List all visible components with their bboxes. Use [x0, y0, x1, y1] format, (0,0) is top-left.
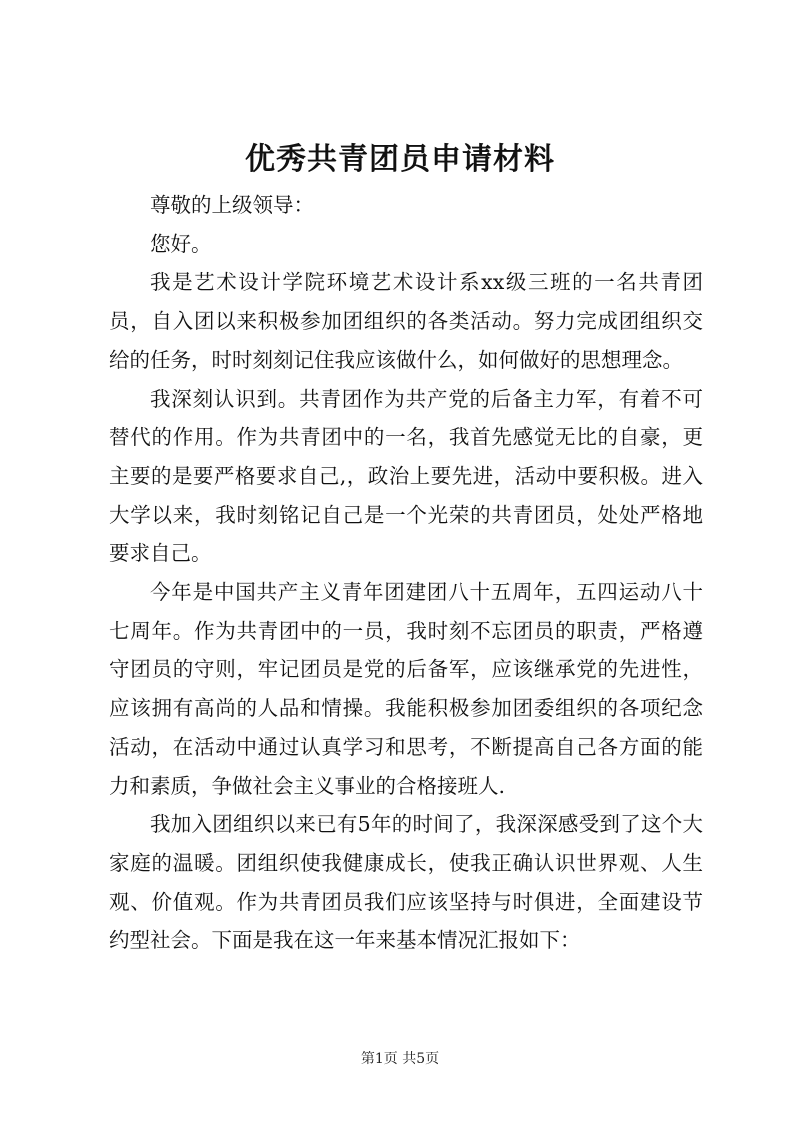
paragraph-summary: 我加入团组织以来已有5年的时间了，我深深感受到了这个大家庭的温暖。团组织使我健康成长，使我正确认识世界观、人生观、价值观。作为共青团员我们应该坚持与时俱进，全面建设节约型社会。下面是我在这一年来基本情况汇报如下： — [109, 812, 703, 953]
paragraph-intro: 我是艺术设计学院环境艺术设计系xx级三班的一名共青团员，自入团以来积极参加团组织的各类活动。努力完成团组织交给的任务，时时刻刻记住我应该做什么，如何做好的思想理念。 — [109, 270, 703, 372]
paragraph-understanding: 我深刻认识到。共青团作为共产党的后备主力军，有着不可替代的作用。作为共青团中的一名，我首先感觉无比的自豪，更主要的是要严格要求自己,，政治上要先进，活动中要积极。进入大学以来，我时刻铭记自己是一个光荣的共青团员，处处严格地要求自己。 — [109, 386, 703, 566]
document-body — [109, 186, 703, 960]
page-title: 优秀共青团员申请材料 — [245, 142, 555, 177]
page-number-footer: 第1页 共5页 — [360, 1051, 440, 1067]
salutation: 尊敬的上级领导： — [150, 193, 314, 217]
greeting: 您好。 — [150, 231, 212, 256]
paragraph-anniversary: 今年是中国共产主义青年团建团八十五周年，五四运动八十七周年。作为共青团中的一员，我时刻不忘团员的职责，严格遵守团员的守则，牢记团员是党的后备军，应该继承党的先进性，应该拥有高尚的人品和情操。我能积极参加团委组织的各项纪念活动，在活动中通过认真学习和思考，不断提高自己各方面的能力和素质，争做社会主义事业的合格接班人. — [109, 580, 703, 798]
